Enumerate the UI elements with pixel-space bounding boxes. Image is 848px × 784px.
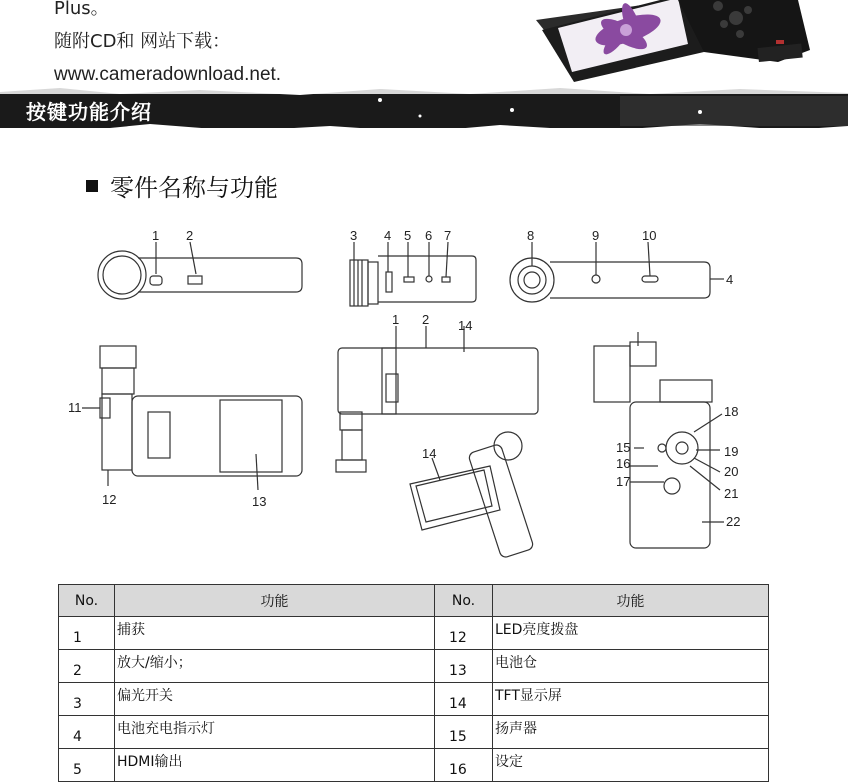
callout-6: 6 bbox=[425, 228, 433, 243]
callout-5: 5 bbox=[404, 228, 412, 243]
callout-21: 21 bbox=[724, 486, 739, 501]
device-control-side-view bbox=[510, 242, 724, 302]
callout-2: 2 bbox=[186, 228, 194, 243]
part-function: LED亮度拨盘 bbox=[493, 617, 769, 650]
callout-14b: 14 bbox=[422, 446, 437, 461]
part-function: 电池充电指示灯 bbox=[115, 716, 435, 749]
part-function: 放大/缩小； bbox=[115, 650, 435, 683]
header-function-right: 功能 bbox=[493, 585, 769, 617]
callout-13: 13 bbox=[252, 494, 267, 509]
callout-1: 1 bbox=[152, 228, 160, 243]
header-no-right: No. bbox=[435, 585, 493, 617]
callout-22: 22 bbox=[726, 514, 741, 529]
diagram-callouts bbox=[68, 228, 740, 529]
part-function: 电池仓 bbox=[493, 650, 769, 683]
callout-7: 7 bbox=[444, 228, 452, 243]
callout-12: 12 bbox=[102, 492, 117, 507]
callout-1b: 1 bbox=[392, 312, 400, 327]
device-front-view bbox=[336, 326, 538, 559]
intro-line-cd: 随附CD和 网站下载： bbox=[54, 31, 231, 52]
table-row bbox=[59, 617, 769, 650]
table-header-row bbox=[59, 585, 769, 617]
callout-8: 8 bbox=[527, 228, 535, 243]
part-number: 4 bbox=[59, 716, 115, 749]
table-row bbox=[59, 650, 769, 683]
header-no-left: No. bbox=[59, 585, 115, 617]
callout-10: 10 bbox=[642, 228, 657, 243]
subsection-title: 零件名称与功能 bbox=[110, 174, 278, 202]
callout-20: 20 bbox=[724, 464, 739, 479]
callout-3: 3 bbox=[350, 228, 358, 243]
part-function: HDMI输出 bbox=[115, 749, 435, 782]
device-top-view bbox=[98, 242, 302, 299]
callout-14: 14 bbox=[458, 318, 473, 333]
callout-18: 18 bbox=[724, 404, 739, 419]
part-number: 5 bbox=[59, 749, 115, 782]
part-number: 2 bbox=[59, 650, 115, 683]
intro-line-plus: Plus。 bbox=[54, 0, 109, 19]
part-function: 捕获 bbox=[115, 617, 435, 650]
callout-17: 17 bbox=[616, 474, 631, 489]
callout-15: 15 bbox=[616, 440, 631, 455]
device-back-view bbox=[82, 346, 302, 490]
subsection-heading bbox=[86, 168, 278, 203]
device-button-view bbox=[594, 332, 724, 548]
part-number: 15 bbox=[435, 716, 493, 749]
section-title: 按键功能介绍 bbox=[26, 100, 152, 124]
part-function: 设定 bbox=[493, 749, 769, 782]
part-function: TFT显示屏 bbox=[493, 683, 769, 716]
callout-9: 9 bbox=[592, 228, 600, 243]
callout-11: 11 bbox=[68, 400, 82, 415]
download-url: www.cameradownload.net. bbox=[54, 64, 282, 85]
callout-4b: 4 bbox=[726, 272, 734, 287]
table-row bbox=[59, 716, 769, 749]
part-number: 12 bbox=[435, 617, 493, 650]
callout-19: 19 bbox=[724, 444, 739, 459]
header-function-left: 功能 bbox=[115, 585, 435, 617]
part-number: 13 bbox=[435, 650, 493, 683]
callout-16: 16 bbox=[616, 456, 631, 471]
callout-4: 4 bbox=[384, 228, 392, 243]
parts-diagram bbox=[60, 222, 780, 562]
callout-2b: 2 bbox=[422, 312, 430, 327]
part-number: 14 bbox=[435, 683, 493, 716]
part-number: 16 bbox=[435, 749, 493, 782]
part-number: 3 bbox=[59, 683, 115, 716]
table-row bbox=[59, 683, 769, 716]
part-function: 扬声器 bbox=[493, 716, 769, 749]
table-row bbox=[59, 749, 769, 782]
function-table bbox=[58, 584, 769, 782]
square-bullet-icon bbox=[86, 180, 98, 192]
part-function: 偏光开关 bbox=[115, 683, 435, 716]
device-port-side-view bbox=[350, 242, 476, 306]
intro-text bbox=[54, 0, 474, 91]
part-number: 1 bbox=[59, 617, 115, 650]
camera-product-photo bbox=[528, 0, 812, 96]
